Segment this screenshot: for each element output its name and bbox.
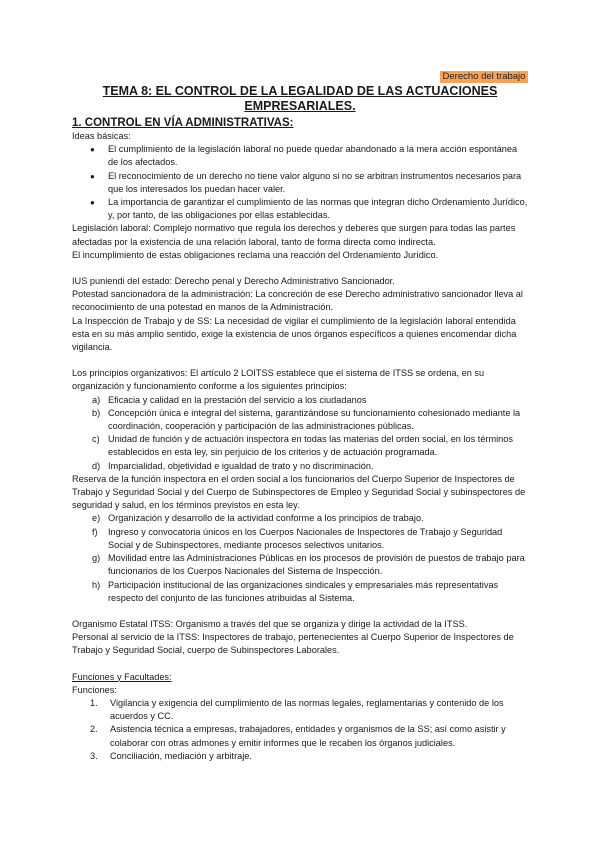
ideas-list: [72, 143, 528, 222]
paragraph-ius-puniendi: IUS puniendi del estado: Derecho penal y Derecho Administrativo Sancionador.: [72, 276, 395, 287]
list-item-text: Eficacia y calidad en la prestación del servicio a los ciudadanos: [108, 394, 367, 405]
paragraph-inspeccion: La Inspección de Trabajo y de SS: La necesidad de vigilar el cumplimiento de la legislación laboral entendida esta en su más amplio sentido, exige la existencia de unos órganos específicos a quienes encomendar dicha vigilancia.: [72, 315, 517, 353]
list-marker: d): [92, 460, 101, 471]
list-item: [72, 170, 528, 196]
list-item-text: El cumplimiento de la legislación laboral no puede quedar abandonado a la mera acción espontánea de los afectados.: [108, 144, 518, 168]
list-item-text: Vigilancia y exigencia del cumplimiento de las normas legales, reglamentarias y contenido de los acuerdos y CC.: [110, 697, 504, 722]
list-item: [72, 723, 528, 749]
principios-list-e-h: [72, 512, 528, 604]
list-item: [72, 750, 528, 763]
page-title: TEMA 8: EL CONTROL DE LA LEGALIDAD DE LAS ACTUACIONES EMPRESARIALES.: [102, 84, 498, 113]
paragraph-reserva: Reserva de la función inspectora en el orden social a los funcionarios del Cuerpo Superior de Inspectores de Trabajo y Seguridad Social y del Cuerpo de Subinspectores de Empleo y Seguridad Social y subinspectores de seguridad y salud, en los términos previstos en esta ley.: [72, 473, 526, 511]
list-marker: 3.: [90, 750, 98, 761]
bullet-icon: ●: [90, 145, 95, 155]
principios-list-a-d: [72, 394, 528, 473]
list-item-text: Movilidad entre las Administraciones Públicas en los procesos de provisión de puestos de trabajo para funcionarios de los Cuerpos Nacionales del Sistema de Inspección.: [108, 553, 525, 577]
list-item-text: Concepción única e integral del sistema, garantizándose su funcionamiento cohesionado mediante la coordinación, cooperación y participación de las administraciones públicas.: [108, 407, 521, 432]
list-marker: a): [92, 394, 101, 405]
list-item: [72, 512, 528, 525]
list-marker: g): [92, 553, 101, 564]
paragraph-potestad: Potestad sancionadora de la administración: La concreción de ese Derecho administrativo sancionador lleva al reconocimiento de una potestad en manos de la Administración.: [72, 289, 523, 313]
list-item: [72, 460, 528, 473]
list-item-text: Imparcialidad, objetividad e igualdad de trato y no discriminación.: [108, 460, 374, 471]
list-item: [72, 552, 528, 578]
ideas-label: Ideas básicas:: [72, 131, 131, 141]
list-marker: e): [92, 513, 101, 524]
list-item: [72, 143, 528, 169]
subject-tag: Derecho del trabajo: [440, 71, 528, 83]
list-item: [72, 196, 528, 222]
list-item-text: Conciliación, mediación y arbitraje.: [110, 750, 252, 761]
list-item: [72, 579, 528, 605]
list-item-text: El reconocimiento de un derecho no tiene valor alguno si no se arbitran instrumentos necesarios para que los interesados los puedan hacer valer.: [108, 170, 522, 194]
paragraph-organismo: Organismo Estatal ITSS: Organismo a través del que se organiza y dirige la actividad de la ITSS.: [72, 618, 468, 629]
list-marker: h): [92, 579, 101, 590]
list-item: [72, 526, 528, 552]
list-item-text: La importancia de garantizar el cumplimiento de las normas que integran dicho Ordenamiento Jurídico, y, por tanto, de las obligaciones por ellas establecidas.: [108, 197, 528, 221]
list-item-text: Asistencia técnica a empresas, trabajadores, entidades y organismos de la SS; así como asistir y colaborar con otras admones y emitir informes que le recaben los órganos judiciales.: [110, 724, 506, 748]
funciones-heading: Funciones y Facultades:: [72, 671, 172, 682]
list-item: [72, 433, 528, 459]
list-item: [72, 697, 528, 723]
paragraph-legislacion: Legislación laboral: Complejo normativo que regula los derechos y deberes que surgen para todas las partes afectadas por la existencia de una relación laboral, tanto de forma directa como indirecta.: [72, 223, 516, 247]
document-body: [72, 116, 528, 763]
list-marker: f): [92, 526, 98, 537]
list-item-text: Organización y desarrollo de la actividad conforme a los principios de trabajo.: [108, 513, 424, 524]
list-marker: 1.: [90, 697, 98, 708]
list-item-text: Unidad de función y de actuación inspectora en todas las materias del orden social, en los términos establecidos en esta ley, sin perjuicio de los criterios y de actuación programada.: [108, 434, 513, 458]
paragraph-personal: Personal al servicio de la ITSS: Inspectores de trabajo, pertenecientes al Cuerpo Superior de Inspectores de Trabajo y Seguridad Social, cuerpo de Subinspectores Laborales.: [72, 632, 514, 656]
list-item-text: Participación institucional de las organizaciones sindicales y empresariales más representativas respecto del conjunto de las funciones atribuidas al Sistema.: [108, 579, 499, 603]
list-marker: 2.: [90, 724, 98, 735]
list-marker: b): [92, 407, 101, 418]
bullet-icon: ●: [90, 171, 95, 181]
section-heading: 1. CONTROL EN VÍA ADMINISTRATIVAS:: [72, 117, 294, 129]
paragraph-incumplimiento: El incumplimiento de estas obligaciones reclama una reacción del Ordenamiento Jurídico.: [72, 249, 439, 260]
list-item: [72, 394, 528, 407]
list-marker: c): [92, 434, 100, 445]
paragraph-principios: Los principios organizativos: El artículo 2 LOITSS establece que el sistema de ITSS se ordena, en su organización y funcionamiento conforme a los siguientes principios:: [72, 368, 485, 392]
funciones-list: [72, 697, 528, 763]
funciones-label: Funciones:: [72, 684, 117, 695]
bullet-icon: ●: [90, 198, 95, 208]
list-item-text: Ingreso y convocatoria únicos en los Cuerpos Nacionales de Inspectores de Trabajo y Seguridad Social y de Subinspectores, mediante procesos selectivos unitarios.: [108, 526, 503, 550]
list-item: [72, 407, 528, 433]
